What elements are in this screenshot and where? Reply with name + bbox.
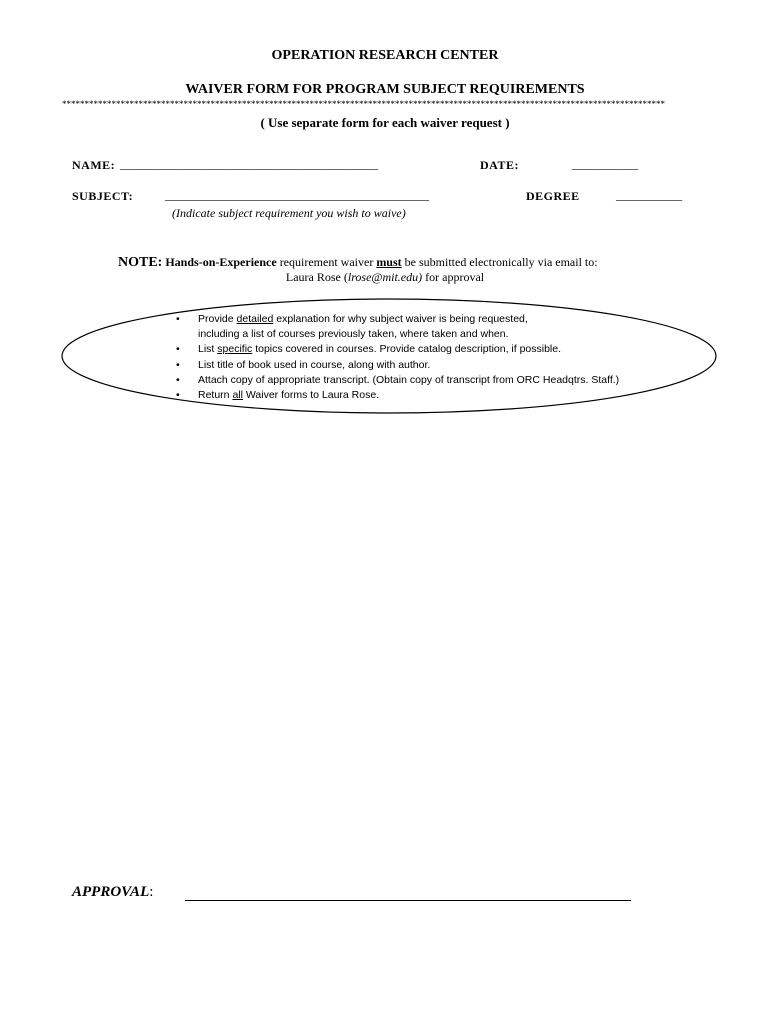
note-must: must [376,255,402,269]
note-emphasis: Hands-on-Experience [165,255,277,269]
list-text: topics covered in courses. Provide catalog description, if possible. [252,343,562,356]
instruction-list [176,312,678,403]
list-text: Attach copy of appropriate transcript. (Obtain copy of transcript from ORC Headqtrs. Staff.) [198,373,620,386]
approval-colon: : [149,884,154,900]
separator-line: ************************************************************************************************************************************** [62,99,665,109]
list-text: including a list of courses previously taken, where taken and when. [198,328,509,341]
list-item [176,358,678,373]
center-name: OPERATION RESEARCH CENTER [271,48,499,63]
list-underline: specific [217,343,253,356]
approval-label [72,884,153,901]
list-text: List title of book used in course, along with author. [198,358,431,371]
list-text: Waiver forms to Laura Rose. [242,389,380,402]
note-label: NOTE: [118,255,163,270]
list-item [176,312,678,342]
contact-email[interactable]: lrose@mit.edu) [347,270,423,284]
note-text-b: be submitted electronically via email to: [401,255,598,269]
subject-field[interactable]: ____________________________________________ [165,188,429,202]
bullet-icon: • [176,358,180,371]
degree-label: DEGREE [526,189,580,203]
date-label: DATE: [480,158,519,172]
subject-hint: (Indicate subject requirement you wish to waive) [172,206,406,220]
note-text-a: requirement waiver [276,255,377,269]
degree-field[interactable]: ___________ [616,188,682,202]
subject-label: SUBJECT: [72,189,134,203]
list-text: Return [198,389,233,402]
date-field[interactable]: ___________ [572,157,638,171]
approval-label-text: APPROVAL [72,884,150,900]
bullet-icon: • [176,313,180,325]
list-item [176,342,678,357]
bullet-icon: • [176,389,180,402]
approval-signature-line[interactable] [185,900,631,901]
form-title: WAIVER FORM FOR PROGRAM SUBJECT REQUIREMENTS [185,82,585,97]
contact-approval: for approval [422,270,485,284]
list-item [176,388,678,403]
bullet-icon: • [176,343,180,356]
list-underline: detailed [236,313,274,325]
list-text: explanation for why subject waiver is being requested, [273,313,528,325]
bullet-icon: • [176,373,180,386]
list-underline: all [232,389,243,402]
contact-name: Laura Rose ( [285,270,348,284]
name-field[interactable]: ___________________________________________ [120,157,378,171]
list-text: List [198,343,218,356]
instruction-text: ( Use separate form for each waiver request ) [260,115,510,130]
name-label: NAME: [72,158,116,172]
list-text: Provide [198,313,237,325]
list-item [176,373,678,388]
